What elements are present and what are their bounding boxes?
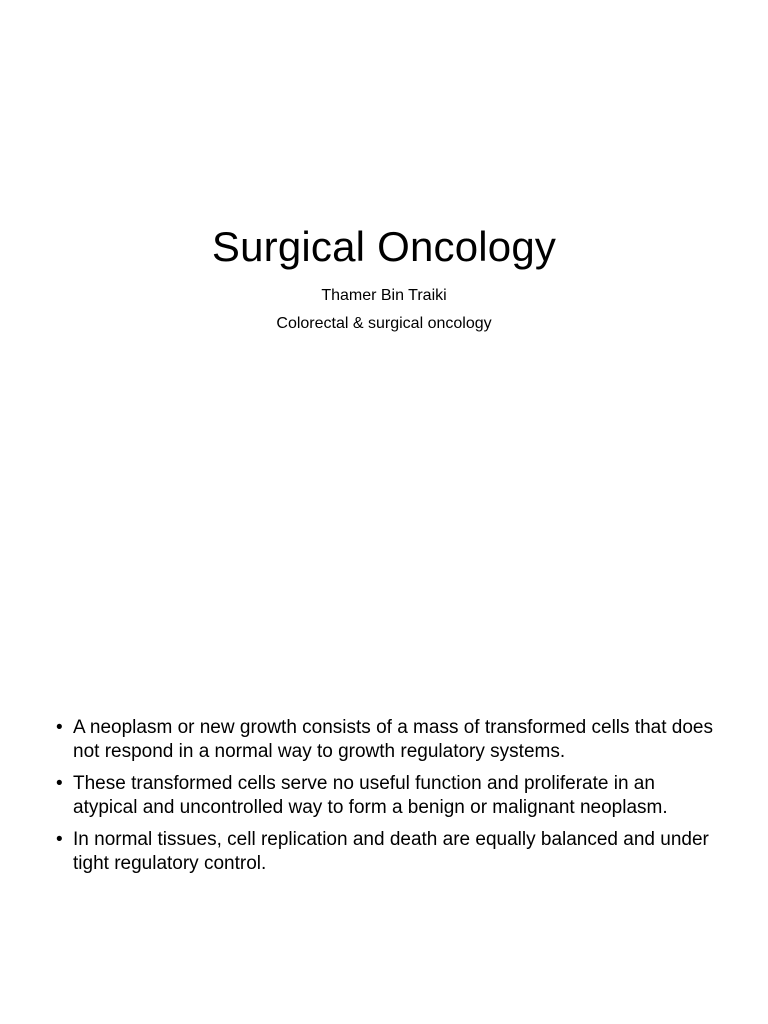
- bullet-item: [56, 716, 720, 764]
- bullet-marker: •: [56, 717, 63, 738]
- bullet-text: These transformed cells serve no useful function and proliferate in an atypical and uncontrolled way to form a benign or malignant neoplasm.: [73, 773, 668, 818]
- slide-title: Surgical Oncology: [211, 223, 557, 270]
- bullet-marker: •: [56, 773, 63, 794]
- bullet-item: [56, 772, 720, 820]
- bullet-text: In normal tissues, cell replication and death are equally balanced and under tight regulatory control.: [73, 829, 709, 874]
- bullet-item: [56, 828, 720, 876]
- author-affiliation: Colorectal & surgical oncology: [276, 315, 492, 332]
- bullet-text: A neoplasm or new growth consists of a mass of transformed cells that does not respond in a normal way to growth regulatory systems.: [73, 717, 713, 762]
- author-name: Thamer Bin Traiki: [321, 287, 447, 304]
- bullet-list: [56, 716, 720, 884]
- bullet-marker: •: [56, 829, 63, 850]
- content-slide: [0, 512, 768, 1024]
